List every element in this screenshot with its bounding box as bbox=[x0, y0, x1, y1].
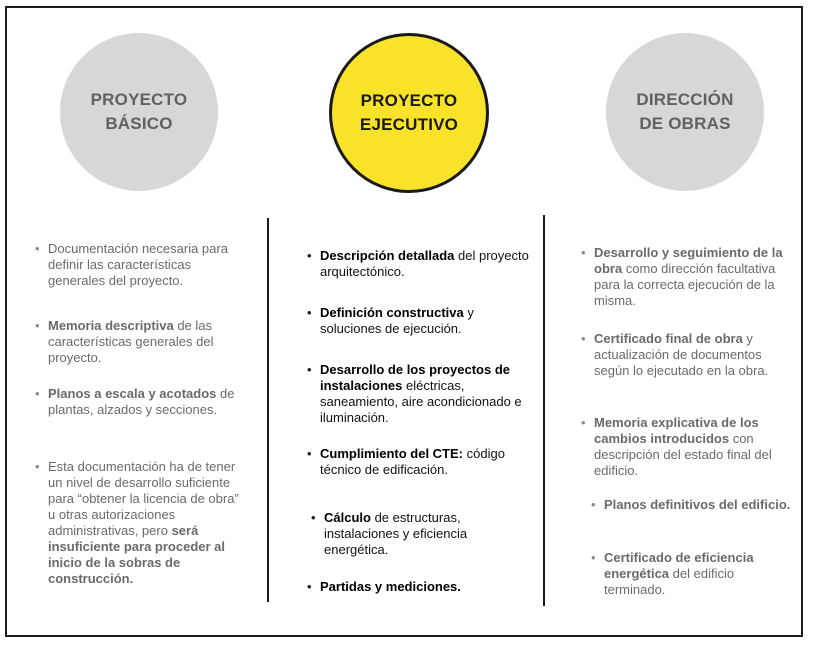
list-item bbox=[34, 386, 246, 418]
list-item-bold-text: Planos a escala y acotados bbox=[48, 386, 217, 401]
list-item-bold-text: Definición constructiva bbox=[320, 305, 464, 320]
list-item bbox=[580, 415, 796, 479]
circle-proyecto-basico bbox=[60, 33, 218, 191]
list-item-bold-text: Memoria descriptiva bbox=[48, 318, 174, 333]
list-item-bold-text: Cálculo bbox=[324, 510, 371, 525]
list-item-bold-text: Partidas y mediciones. bbox=[320, 579, 461, 594]
list-item-bold-text: Planos definitivos del edificio. bbox=[604, 497, 791, 512]
list-item-bold-text: Certificado de eficiencia energética bbox=[604, 550, 754, 581]
list-item-text: del proyecto arquitectónico. bbox=[320, 248, 529, 279]
list-item-text: de estructuras, instalaciones y eficiencia energética. bbox=[324, 510, 468, 557]
list-item-text: eléctricas, saneamiento, aire acondicionado e iluminación. bbox=[320, 378, 522, 425]
list-item-bold-text: Descripción detallada bbox=[320, 248, 455, 263]
column-divider-left bbox=[267, 218, 269, 602]
list-item bbox=[306, 305, 532, 337]
list-item bbox=[34, 318, 246, 366]
circle-title-line1: PROYECTO bbox=[90, 90, 188, 109]
circle-title-line1: DIRECCIÓN bbox=[636, 90, 734, 109]
list-item-bold-text: será insuficiente para proceder al inicio de la sobras de construcción. bbox=[48, 523, 226, 586]
list-item bbox=[306, 446, 532, 478]
list-item-bold-text: Cumplimiento del CTE: bbox=[320, 446, 463, 461]
list-item-text: y actualización de documentos según lo ejecutado en la obra. bbox=[594, 331, 769, 378]
circle-title-line1: PROYECTO bbox=[360, 91, 458, 110]
list-item bbox=[306, 579, 532, 595]
list-item-text: de las características generales del proyecto. bbox=[48, 318, 214, 365]
circle-title-line2: EJECUTIVO bbox=[359, 115, 459, 134]
list-item-text: código técnico de edificación. bbox=[320, 446, 505, 477]
list-item bbox=[580, 245, 796, 309]
circle-title-line2: DE OBRAS bbox=[639, 114, 731, 133]
list-item bbox=[310, 510, 532, 558]
list-item-text: con descripción del estado final del edificio. bbox=[594, 431, 772, 478]
list-item bbox=[590, 550, 796, 598]
list-item bbox=[34, 459, 246, 587]
list-item-text: y soluciones de ejecución. bbox=[320, 305, 474, 336]
list-item-text: de plantas, alzados y secciones. bbox=[48, 386, 235, 417]
list-item-text: Documentación necesaria para definir las características generales del proyecto. bbox=[48, 241, 228, 288]
column-divider-right bbox=[543, 215, 545, 606]
list-item-bold-text: Certificado final de obra bbox=[594, 331, 743, 346]
list-item-text: del edificio terminado. bbox=[604, 566, 735, 597]
list-item-text: como dirección facultativa para la correcta ejecución de la misma. bbox=[594, 261, 776, 308]
circle-direccion-de-obras bbox=[606, 33, 764, 191]
list-item bbox=[590, 497, 796, 513]
list-item-bold-text: Desarrollo de los proyectos de instalaciones bbox=[320, 362, 511, 393]
list-item-text: Esta documentación ha de tener un nivel de desarrollo suficiente para “obtener la licencia de obra” u otras autorizaciones administrativas, pero bbox=[48, 459, 239, 538]
list-item-bold-text: Desarrollo y seguimiento de la obra bbox=[594, 245, 783, 276]
list-item-bold-text: Memoria explicativa de los cambios introducidos bbox=[594, 415, 759, 446]
list-item bbox=[306, 248, 532, 280]
list-item bbox=[306, 362, 532, 426]
circle-proyecto-ejecutivo bbox=[329, 33, 489, 193]
list-item bbox=[580, 331, 796, 379]
circle-title-line2: BÁSICO bbox=[105, 114, 173, 133]
list-item bbox=[34, 241, 246, 289]
